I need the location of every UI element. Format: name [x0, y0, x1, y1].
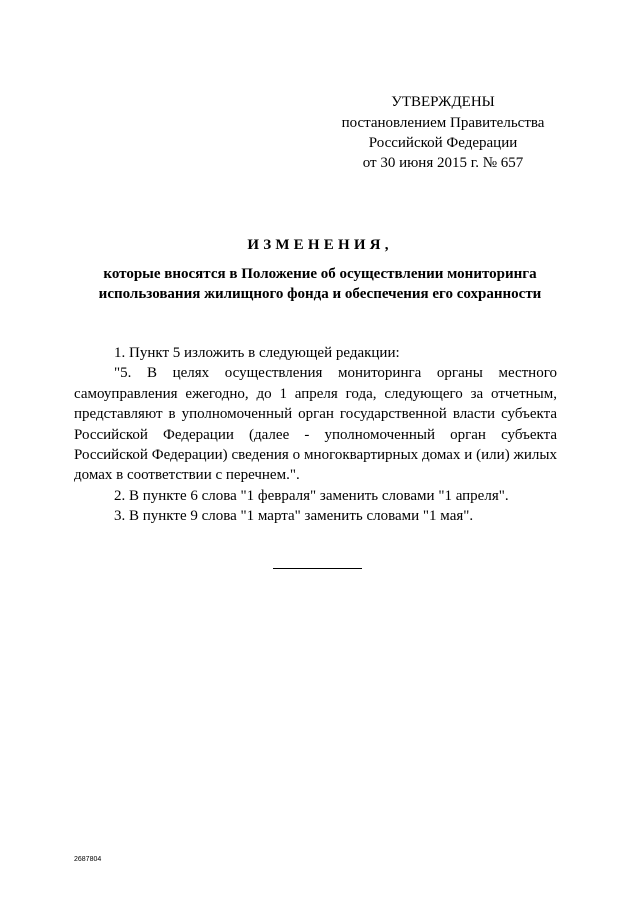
separator-line [273, 568, 362, 569]
item-1-text: "5. В целях осуществления мониторинга органы местного самоуправления ежегодно, до 1 апреля года, следующего за отчетным, представляют в уполномоченный орган государственной власти субъекта Российской Федерации (далее - уполномоченный орган субъекта Российской Федерации) сведения о многоквартирных домах и (или) жилых домах в соответствии с перечнем.". [74, 365, 557, 484]
document-number: 2687804 [74, 856, 102, 863]
document-title: ИЗМЕНЕНИЯ, [247, 237, 393, 253]
document-subtitle [60, 264, 580, 304]
approval-line-2: Российской Федерации [368, 135, 518, 151]
item-2: 2. В пункте 6 слова "1 февраля" заменить словами "1 апреля". [114, 487, 509, 504]
item-1-intro: 1. Пункт 5 изложить в следующей редакции: [114, 345, 400, 361]
approval-block [330, 92, 556, 173]
approval-line-1: постановлением Правительства [341, 115, 545, 131]
subtitle-line-2: использования жилищного фонда и обеспечения его сохранности [98, 286, 542, 302]
approval-heading: УТВЕРЖДЕНЫ [391, 94, 495, 110]
approval-line-3: от 30 июня 2015 г. № 657 [362, 155, 524, 171]
item-3: 3. В пункте 9 слова "1 марта" заменить словами "1 мая". [114, 508, 474, 525]
document-body [74, 343, 557, 527]
subtitle-line-1: которые вносятся в Положение об осуществлении мониторинга [103, 266, 537, 282]
